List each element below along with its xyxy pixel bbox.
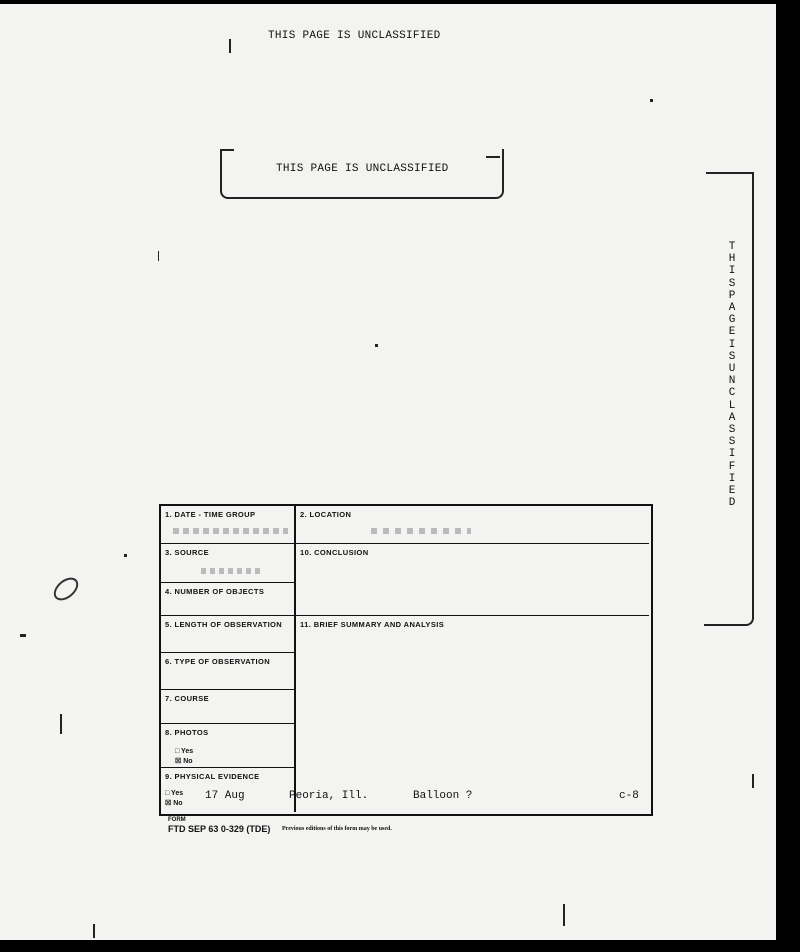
typed-object: Balloon ? [413, 790, 473, 802]
brief-summary-cell [296, 616, 649, 812]
photos-yes-option: □ Yes [175, 748, 194, 755]
evidence-yes-label: Yes [171, 790, 184, 797]
top-classification-banner: THIS PAGE IS UNCLASSIFIED [268, 30, 441, 42]
evidence-no-option: ☒ No [165, 800, 183, 807]
number-of-objects-cell [161, 583, 296, 616]
photos-cell [161, 724, 296, 768]
typed-date: 17 Aug [205, 790, 245, 802]
illegible-entry [371, 528, 471, 534]
physical-evidence-label: 9. PHYSICAL EVIDENCE [165, 772, 260, 781]
evidence-yes-option: □ Yes [165, 790, 184, 797]
length-of-observation-cell [161, 616, 296, 653]
scan-speck [60, 714, 62, 734]
banner-bracket-right-tick [486, 156, 500, 158]
scan-speck [563, 904, 565, 926]
scan-speck [93, 924, 95, 938]
course-label: 7. COURSE [165, 694, 210, 703]
typed-place: Peoria, Ill. [289, 790, 369, 802]
scan-speck [375, 344, 378, 347]
location-label: 2. LOCATION [300, 510, 352, 519]
boxed-classification-banner: THIS PAGE IS UNCLASSIFIED [276, 163, 449, 175]
report-form [159, 504, 653, 816]
scan-speck [158, 251, 159, 261]
scan-speck [650, 99, 653, 102]
length-of-observation-label: 5. LENGTH OF OBSERVATION [165, 620, 283, 629]
scan-speck [124, 554, 127, 557]
vertical-classification-banner: THIS PAGE IS UNCLASSIFIED [728, 241, 736, 510]
conclusion-label: 10. CONCLUSION [300, 548, 369, 557]
scan-speck [229, 39, 231, 53]
illegible-entry [201, 568, 261, 574]
form-id: FTD SEP 63 0-329 (TDE) [168, 824, 271, 834]
photos-yes-label: Yes [181, 748, 194, 755]
photos-no-option: ☒ No [175, 758, 193, 765]
typed-code: c-8 [619, 790, 639, 802]
type-of-observation-cell [161, 653, 296, 690]
brief-summary-label: 11. BRIEF SUMMARY AND ANALYSIS [300, 620, 445, 629]
form-edition-note: Previous editions of this form may be used. [282, 826, 392, 832]
date-time-group-label: 1. DATE - TIME GROUP [165, 510, 256, 519]
illegible-entry [173, 528, 288, 534]
course-cell [161, 690, 296, 724]
document-page [0, 4, 776, 940]
photos-label: 8. PHOTOS [165, 728, 209, 737]
source-cell [161, 544, 296, 583]
conclusion-cell [296, 544, 649, 616]
evidence-no-label: No [173, 800, 183, 807]
scan-speck [20, 634, 26, 637]
number-of-objects-label: 4. NUMBER OF OBJECTS [165, 587, 265, 596]
source-label: 3. SOURCE [165, 548, 210, 557]
type-of-observation-label: 6. TYPE OF OBSERVATION [165, 657, 271, 666]
photos-no-label: No [183, 758, 193, 765]
location-cell [296, 506, 649, 544]
form-word: FORM [168, 817, 186, 823]
scan-speck [752, 774, 754, 788]
scan-mark [49, 573, 82, 605]
date-time-group-cell [161, 506, 296, 544]
